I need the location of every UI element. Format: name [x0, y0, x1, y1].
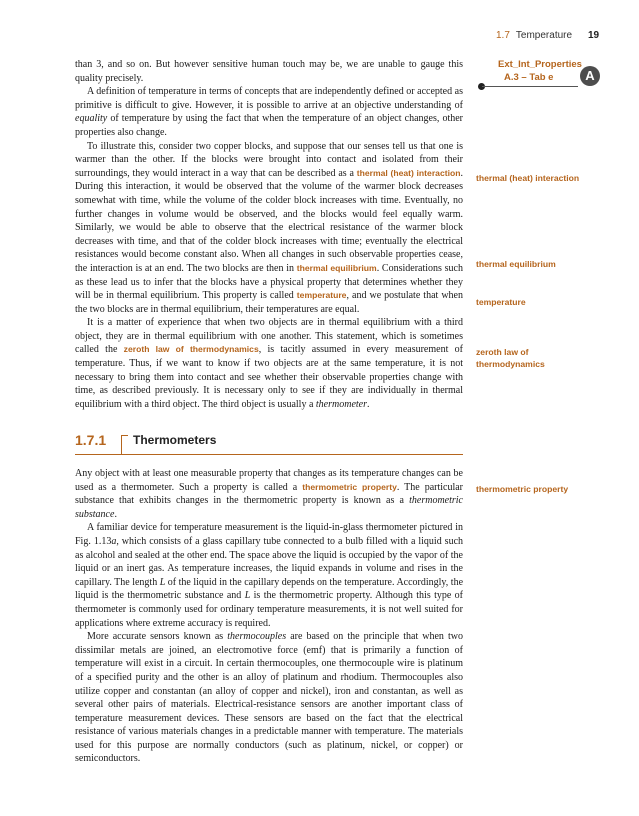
section-heading [75, 432, 463, 454]
main-text-column-top [75, 58, 463, 411]
keyword-thermal-interaction: thermal (heat) interaction [356, 167, 461, 178]
page-number: 19 [588, 30, 600, 41]
tab-divider [482, 86, 578, 87]
paragraph: To illustrate this, consider two copper blocks, and suppose that our senses tell us that one is warmer than the other. If the blocks were brought into contact and isolated from their surroundings, they would interact in a way that can be described as a thermal (heat) interaction. During this interaction, it would be observed that the volume of the warmer block decreases somewhat with time, while the volume of the colder block increases with time. Eventually, no further changes in volume would be observed, and the blocks would feel equally warm. Similarly, we would be able to observe that the electrical resistance of the warmer block decreases with time, and that of the colder block increases with time; eventually the electrical resistances would become constant also. When all changes in such observable properties cease, the interaction is at an end. The two blocks are then in thermal equilibrium. Considerations such as these lead us to infer that the blocks have a physical property that determines whether they will be in thermal equilibrium. This property is called temperature, and we postulate that when the two blocks are in thermal equilibrium, their temperatures are equal. [75, 140, 463, 315]
margin-note-zeroth-law: zeroth law of thermodynamics [476, 347, 545, 369]
margin-note-temperature: temperature [476, 297, 526, 307]
header-section-number: 1.7 [496, 30, 510, 41]
margin-note-thermal-interaction: thermal (heat) interaction [476, 173, 580, 183]
paragraph: Any object with at least one measurable property that changes as its temperature changes can be used as a thermometer. Such a property is called a thermometric property. The particular substance that exhibits changes in the thermometric property is known as a thermometric substance. [75, 468, 464, 520]
paragraph: More accurate sensors known as thermocouples are based on the principle that when two dissimilar metals are joined, an electromotive force (emf) that is primarily a function of temperature will exist in a circuit. In certain thermocouples, one thermocouple wire is platinum of a specified purity and the other is an alloy of platinum and rhodium. Thermocouples also utilize copper and constantan (an alloy of copper and nickel), iron and constantan, as well as several other pairs of materials. Electrical-resistance sensors are another important class of temperature measurement devices. These sensors are based on the fact that the electrical resistance of various materials changes in a predictable manner with temperature. The materials used for this purpose are normally conductors (such as platinum, nickel, or copper) or semiconductors. [75, 631, 463, 765]
section-number: 1.7.1 [75, 432, 107, 448]
tab-label-line2: A.3 – Tab e [504, 72, 554, 83]
margin-note-thermometric-property: thermometric property [476, 484, 569, 494]
keyword-temperature: temperature [296, 290, 347, 301]
section-title: Thermometers [133, 433, 217, 447]
section-rule [75, 454, 463, 455]
paragraph: than 3, and so on. But however sensitive human touch may be, we are unable to gauge this quality precisely. [75, 59, 463, 84]
running-header [496, 30, 572, 41]
margin-note-thermal-equilibrium: thermal equilibrium [476, 259, 556, 269]
keyword-thermal-equilibrium: thermal equilibrium [296, 262, 377, 273]
interactive-tab-link[interactable] [478, 58, 606, 90]
section-bracket-decoration [121, 435, 128, 454]
tab-label-line1: Ext_Int_Properties [498, 59, 582, 70]
keyword-thermometric-property: thermometric property [302, 481, 397, 492]
paragraph: A definition of temperature in terms of concepts that are independently defined or accepted as primitive is difficult to give. However, it is possible to arrive at an objective understanding of equality of temperature by using the fact that when the temperature of an object changes, other properties also change. [75, 86, 463, 138]
paragraph: A familiar device for temperature measurement is the liquid-in-glass thermometer pictured in Fig. 1.13a, which consists of a glass capillary tube connected to a bulb filled with a liquid such as alcohol and sealed at the other end. The space above the liquid is occupied by the vapor of the liquid or an inert gas. As temperature increases, the liquid expands in volume and rises in the capillary. The length L of the liquid in the capillary depends on the temperature. Accordingly, the liquid is the thermometric substance and L is the thermometric property. Although this type of thermometer is commonly used for ordinary temperature measurements, it is not well suited for applications where extreme accuracy is required. [75, 522, 464, 629]
header-section-title: Temperature [515, 30, 573, 41]
tab-badge-icon[interactable]: A [580, 66, 600, 86]
paragraph: It is a matter of experience that when two objects are in thermal equilibrium with a third object, they are in thermal equilibrium with one another. This statement, which is sometimes called the zeroth law of thermodynamics, is tacitly assumed in every measurement of temperature. Thus, if we want to know if two objects are at the same temperature, it is not necessary to bring them into contact and see whether their observable properties change with time, as described previously. It is necessary only to see if they are individually in thermal equilibrium with a third object. The third object is usually a thermometer. [75, 317, 463, 410]
keyword-zeroth-law: zeroth law of thermodynamics [123, 344, 259, 355]
main-text-column-bottom [75, 467, 463, 766]
